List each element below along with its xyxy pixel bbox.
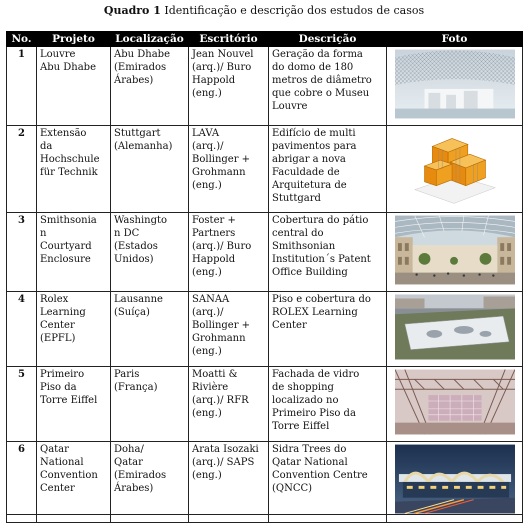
header-projeto: Projeto [37,32,111,47]
table-row [7,126,523,213]
cell-projeto: Smithsonia n Courtyard Enclosure [37,213,111,292]
cell-descricao: Geração da forma do domo de 180 metros de diâmetro que cobre o Museu Louvre [269,47,387,126]
cell-localizacao: Abu Dhabe (Emirados Árabes) [111,47,189,126]
cell-descricao: Fachada de vidro de shopping localizado no Primeiro Piso da Torre Eiffel [269,367,387,442]
table-row [7,367,523,442]
cell-no: 5 [7,367,37,442]
cell-localizacao: Doha/ Qatar (Emirados Árabes) [111,442,189,523]
table-header-row [7,32,523,47]
header-no: No. [7,32,37,47]
cell-localizacao: Lausanne (Suíça) [111,292,189,367]
cell-descricao: Piso e cobertura do ROLEX Learning Center [269,292,387,367]
header-escritorio: Escritório [189,32,269,47]
cell-escritorio: LAVA (arq.)/ Bollinger + Grohmann (eng.) [189,126,269,213]
cell-foto [387,126,523,213]
table-row [7,442,523,523]
learning-center-aerial-photo [395,294,515,360]
cell-escritorio: SANAA (arq.)/ Bollinger + Grohmann (eng.) [189,292,269,367]
cell-escritorio: Moatti & Rivière (arq.)/ RFR (eng.) [189,367,269,442]
cell-no: 1 [7,47,37,126]
cell-projeto: Extensão da Hochschule für Technik [37,126,111,213]
eiffel-first-floor-photo [395,369,515,435]
cell-projeto: Louvre Abu Dhabe [37,47,111,126]
cell-no: 2 [7,126,37,213]
table-row [7,292,523,367]
header-localizacao: Localização [111,32,189,47]
cell-foto [387,442,523,523]
convention-center-night-photo [395,444,515,514]
cell-descricao: Cobertura do pátio central do Smithsonian Institution´s Patent Office Building [269,213,387,292]
cell-projeto: Rolex Learning Center (EPFL) [37,292,111,367]
cell-foto [387,292,523,367]
header-foto: Foto [387,32,523,47]
cell-localizacao: Washingto n DC (Estados Unidos) [111,213,189,292]
case-studies-table [6,31,523,523]
cell-no: 4 [7,292,37,367]
table-bottom-rule [6,514,522,515]
cell-foto [387,47,523,126]
louvre-dome-photo [395,49,515,119]
cell-foto [387,367,523,442]
cell-localizacao: Stuttgart (Alemanha) [111,126,189,213]
cell-escritorio: Jean Nouvel (arq.)/ Buro Happold (eng.) [189,47,269,126]
cell-escritorio: Arata Isozaki (arq.)/ SAPS (eng.) [189,442,269,523]
cell-projeto: Qatar National Convention Center [37,442,111,523]
table-caption [0,4,528,17]
cell-no: 3 [7,213,37,292]
cell-localizacao: Paris (França) [111,367,189,442]
header-descricao: Descrição [269,32,387,47]
cell-escritorio: Foster + Partners (arq.)/ Buro Happold (eng.) [189,213,269,292]
cell-no: 6 [7,442,37,523]
orange-volumes-render [395,128,515,206]
table-row [7,213,523,292]
cell-projeto: Primeiro Piso da Torre Eiffel [37,367,111,442]
cell-foto [387,213,523,292]
cell-descricao: Edifício de multi pavimentos para abrigar a nova Faculdade de Arquitetura de Stuttgard [269,126,387,213]
caption-text: Identificação e descrição dos estudos de casos [164,4,425,17]
caption-label: Quadro 1 [103,4,161,17]
cell-descricao: Sidra Trees do Qatar National Convention Centre (QNCC) [269,442,387,523]
table-row [7,47,523,126]
courtyard-canopy-photo [395,215,515,285]
